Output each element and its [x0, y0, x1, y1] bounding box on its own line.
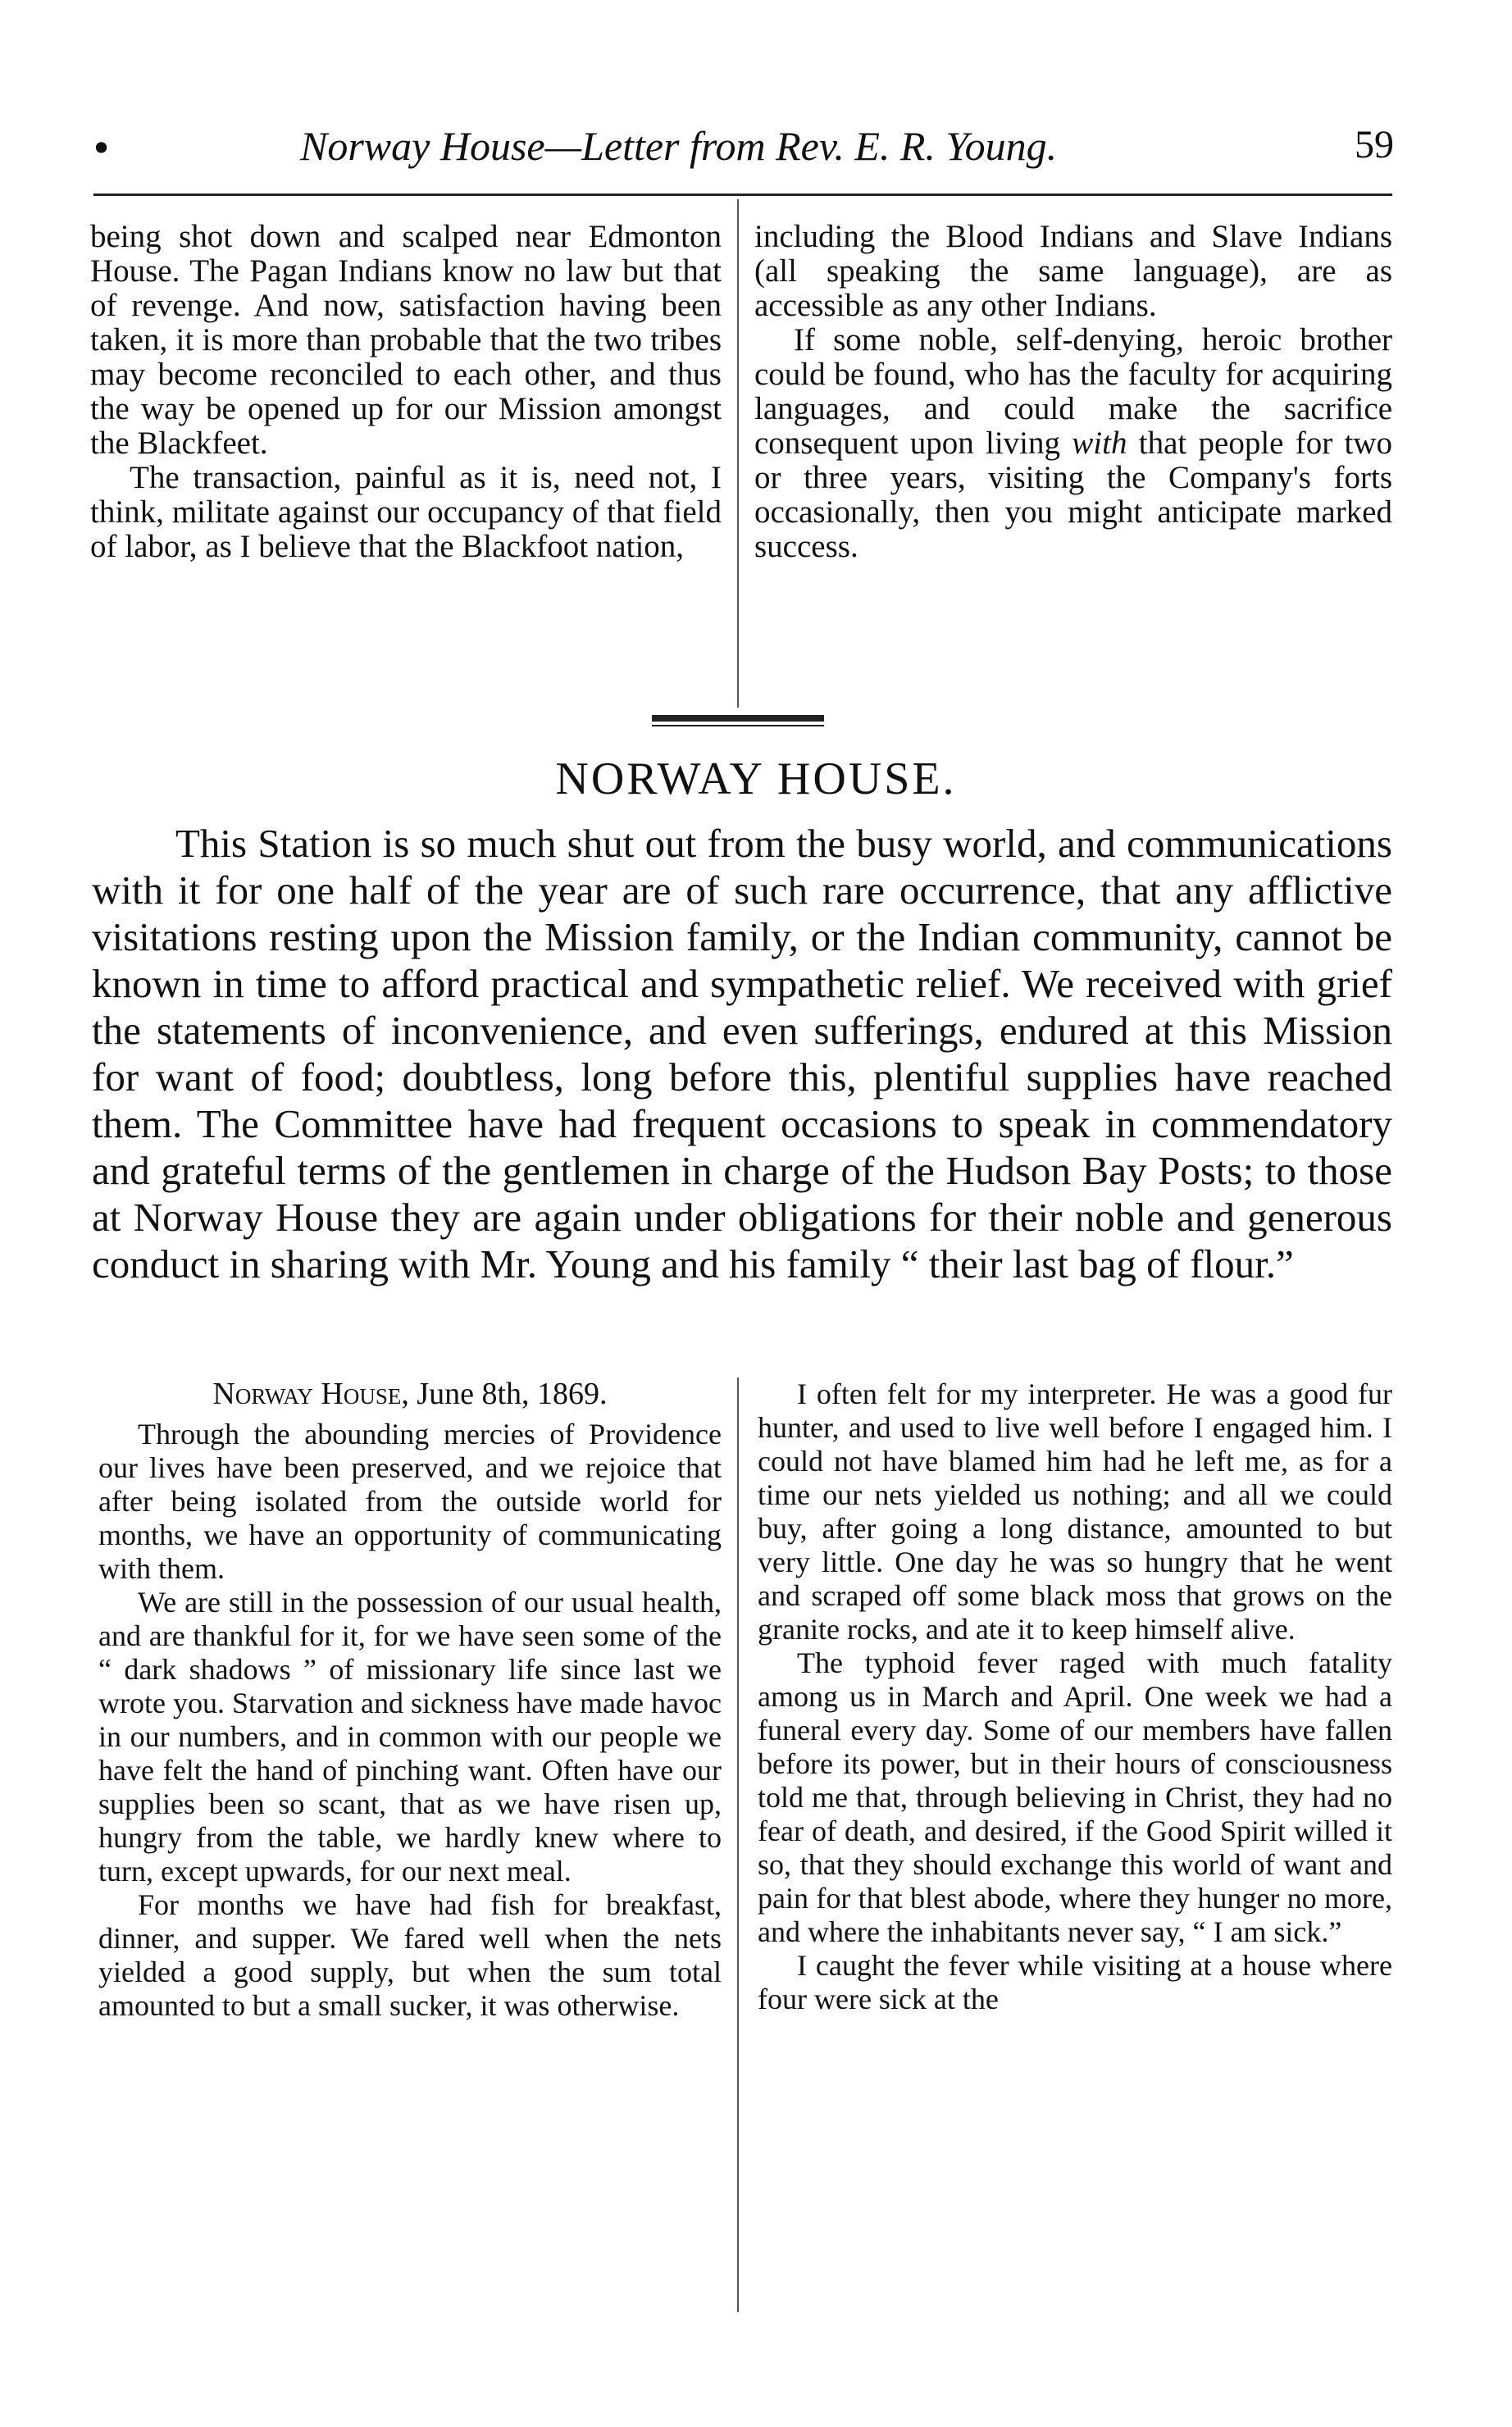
- divider-thick-rule: [652, 715, 824, 722]
- paragraph: The transaction, painful as it is, need not, I think, militate against our occupancy of that field of labor, as I believe that the Blackfoot nation,: [90, 460, 722, 564]
- header-rule: [93, 194, 1392, 196]
- divider-thin-rule: [652, 725, 824, 726]
- column-divider-bottom: [737, 1377, 739, 2312]
- running-title: Norway House—Letter from Rev. E. R. Young.: [300, 123, 1058, 169]
- dateline-place: Norway House,: [212, 1377, 409, 1411]
- column-divider-top: [737, 199, 739, 708]
- paragraph: I often felt for my interpreter. He was a good fur hunter, and used to live well before I engaged him. I could not have blamed him had he left me, as for a time our nets yielded us nothing; and all we could buy, after going a long distance, amounted to but very little. One day he was so hungry that he went and scraped off some black moss that grows on the granite rocks, and ate it to keep himself alive.: [758, 1377, 1392, 1646]
- paragraph: including the Blood Indians and Slave Indians (all speaking the same language), are as accessible as any other Indians.: [754, 219, 1392, 323]
- section-intro: This Station is so much shut out from the busy world, and communications with it for one half of the year are of such rare occurrence, that any afflictive visitations resting upon the Mission family, or the Indian community, cannot be known in time to afford practical and sympathetic relief. We received with grief the statements of inconvenience, and even sufferings, endured at this Mission for want of food; doubtless, long before this, plentiful supplies have reached them. The Committee have had frequent occasions to speak in commendatory and grateful terms of the gentlemen in charge of the Hudson Bay Posts; to those at Norway House they are again under obligations for their noble and generous conduct in sharing with Mr. Young and his family “ their last bag of flour.”: [92, 821, 1392, 1286]
- text-run: that people for two or three years, visiting the Company's forts occasionally, then you might anticipate marked success.: [754, 426, 1393, 564]
- paragraph: The typhoid fever raged with much fatality among us in March and April. One week we had a funeral every day. Some of our members have fallen before its power, but in their hours of consciousness told me that, through believing in Christ, they had no fear of death, and desired, if the Good Spirit willed it so, that they should exchange this world of want and pain for that blest abode, where they hunger no more, and where the inhabitants never say, “ I am sick.”: [758, 1646, 1392, 1948]
- letter-right-column: [758, 1377, 1392, 2016]
- paragraph: For months we have had fish for breakfast, dinner, and supper. We fared well when the nets yielded a good supply, but when the sum total amounted to but a small sucker, it was otherwise.: [98, 1888, 722, 2022]
- paragraph: being shot down and scalped near Edmonton House. The Pagan Indians know no law but that of revenge. And now, satisfaction having been taken, it is more than probable that the two tribes may become reconciled to each other, and thus the way be opened up for our Mission amongst the Blackfeet.: [90, 219, 722, 461]
- section-title: NORWAY HOUSE.: [555, 754, 957, 804]
- paragraph: We are still in the possession of our usual health, and are thankful for it, for we have seen some of the “ dark shadows ” of missionary life since last we wrote you. Starvation and sickness have made havoc in our numbers, and in common with our people we have felt the hand of pinching want. Often have our supplies been so scant, that as we have risen up, hungry from the table, we hardly knew where to turn, except upwards, for our next meal.: [98, 1586, 722, 1887]
- letter-dateline: [98, 1377, 722, 1411]
- section-divider: [652, 715, 824, 728]
- letter-left-column: [98, 1377, 722, 2023]
- paragraph: [754, 323, 1392, 564]
- top-left-column: [90, 220, 722, 728]
- head-bullet: •: [90, 126, 113, 171]
- top-right-column: [754, 220, 1392, 646]
- paragraph: I caught the fever while visiting at a house where four were sick at the: [758, 1949, 1392, 2015]
- running-head: [90, 121, 1394, 179]
- italic-text: with: [1072, 426, 1127, 461]
- dateline-date: June 8th, 1869.: [417, 1377, 608, 1411]
- page-number: 59: [1355, 123, 1394, 166]
- text-run: If some noble, self-denying, heroic brother could be found, who has the faculty for acquiring languages, and could make the sacrifice consequent upon living: [754, 322, 1392, 461]
- paragraph: Through the abounding mercies of Providence our lives have been preserved, and we rejoice that after being isolated from the outside world for months, we have an opportunity of communicating with them.: [98, 1418, 722, 1585]
